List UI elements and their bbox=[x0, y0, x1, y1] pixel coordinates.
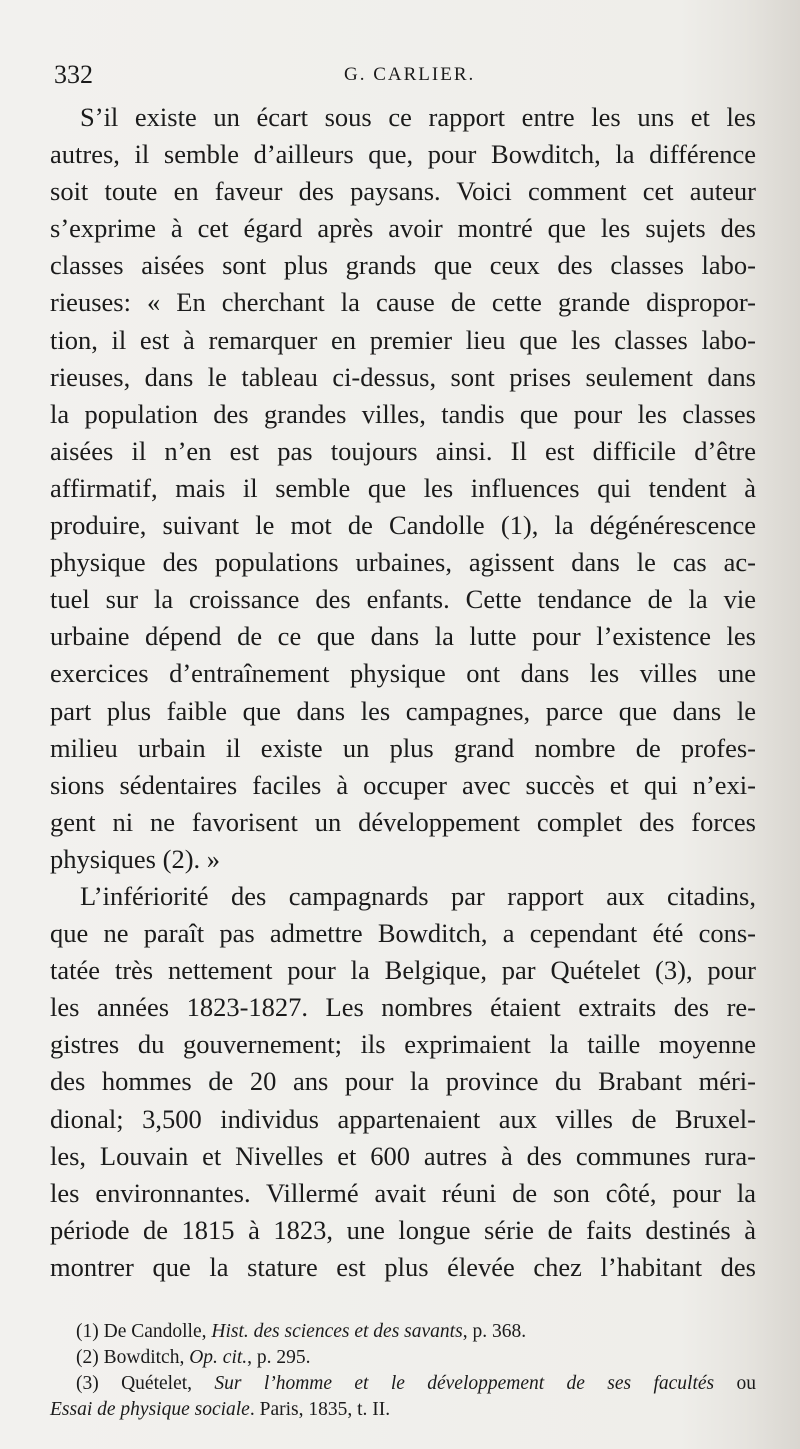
footnote-3-title: Sur l’homme et le développement de ses facultés bbox=[214, 1373, 715, 1394]
text-line: la population des grandes villes, tandis que pour les classes bbox=[50, 398, 756, 429]
footnote-3-prefix: (3) Quételet, bbox=[76, 1373, 215, 1394]
footnote-1-prefix: (1) De Candolle, bbox=[76, 1321, 212, 1342]
text-line: soit toute en faveur des paysans. Voici comment cet auteur bbox=[50, 176, 756, 207]
text-line: tuel sur la croissance des enfants. Cette tendance de la vie bbox=[50, 584, 756, 615]
text-line: physiques (2). » bbox=[50, 843, 221, 874]
footnote-3-continued bbox=[50, 1397, 756, 1423]
text-line: rieuses, dans le tableau ci-dessus, sont prises seulement dans bbox=[50, 361, 756, 392]
text-line: tion, il est à remarquer en premier lieu que les classes labo- bbox=[50, 324, 756, 355]
text-line: des hommes de 20 ans pour la province du Brabant méri- bbox=[50, 1066, 756, 1097]
text-line: rieuses: « En cherchant la cause de cette grande dispropor- bbox=[50, 287, 756, 318]
page-header bbox=[54, 58, 754, 92]
footnote-2-suffix: , p. 295. bbox=[247, 1347, 311, 1368]
footnote-2-prefix: (2) Bowditch, bbox=[76, 1347, 190, 1368]
text-line: milieu urbain il existe un plus grand nombre de profes- bbox=[50, 732, 756, 763]
footnote-1-suffix: , p. 368. bbox=[462, 1321, 527, 1342]
text-line: gent ni ne favorisent un développement complet des forces bbox=[50, 806, 756, 837]
body-text bbox=[50, 99, 756, 1286]
footnote-2 bbox=[50, 1345, 756, 1371]
footnote-3-imprint: . Paris, 1835, t. II. bbox=[249, 1399, 391, 1420]
text-line: produire, suivant le mot de Candolle (1), la dégénérescence bbox=[50, 510, 756, 541]
text-line: affirmatif, mais il semble que les influences qui tendent à bbox=[50, 472, 756, 503]
text-line: les environnantes. Villermé avait réuni de son côté, pour la bbox=[50, 1177, 756, 1208]
footnote-3-connector: ou bbox=[714, 1373, 756, 1394]
text-line: période de 1815 à 1823, une longue série de faits destinés à bbox=[50, 1214, 756, 1245]
text-line: tatée très nettement pour la Belgique, par Quételet (3), pour bbox=[50, 955, 756, 986]
text-line: classes aisées sont plus grands que ceux des classes labo- bbox=[50, 250, 756, 281]
text-line: dional; 3,500 individus appartenaient aux villes de Bruxel- bbox=[50, 1103, 756, 1134]
text-line: S’il existe un écart sous ce rapport entre les uns et les bbox=[80, 102, 756, 132]
text-line: que ne paraît pas admettre Bowditch, a cependant été cons- bbox=[50, 918, 756, 949]
text-line: part plus faible que dans les campagnes, parce que dans le bbox=[50, 695, 756, 726]
running-head: G. CARLIER. bbox=[344, 64, 476, 85]
text-line: L’infériorité des campagnards par rapport aux citadins, bbox=[80, 880, 756, 911]
text-line: sions sédentaires faciles à occuper avec succès et qui n’exi- bbox=[50, 769, 756, 800]
text-line: s’exprime à cet égard après avoir montré que les sujets des bbox=[50, 213, 756, 244]
footnote-3-subtitle: Essai de physique sociale bbox=[50, 1399, 250, 1420]
text-line: urbaine dépend de ce que dans la lutte pour l’existence les bbox=[50, 621, 756, 652]
text-line: autres, il semble d’ailleurs que, pour Bowditch, la différence bbox=[50, 139, 756, 170]
text-line: exercices d’entraînement physique ont dans les villes une bbox=[50, 658, 756, 689]
footnote-3 bbox=[50, 1371, 756, 1397]
text-line: aisées il n’en est pas toujours ainsi. Il est difficile d’être bbox=[50, 435, 756, 466]
footnotes bbox=[50, 1319, 756, 1423]
text-line: les, Louvain et Nivelles et 600 autres à des communes rura- bbox=[50, 1140, 756, 1171]
text-line: les années 1823-1827. Les nombres étaient extraits des re- bbox=[50, 992, 756, 1023]
text-line: montrer que la stature est plus élevée chez l’habitant des bbox=[50, 1251, 756, 1282]
text-line: gistres du gouvernement; ils exprimaient la taille moyenne bbox=[50, 1029, 756, 1060]
page-number: 332 bbox=[54, 60, 93, 89]
text-line: physique des populations urbaines, agissent dans le cas ac- bbox=[50, 547, 756, 578]
footnote-1 bbox=[50, 1319, 756, 1345]
footnote-2-title: Op. cit. bbox=[189, 1347, 248, 1368]
footnote-1-title: Hist. des sciences et des savants bbox=[211, 1321, 463, 1342]
